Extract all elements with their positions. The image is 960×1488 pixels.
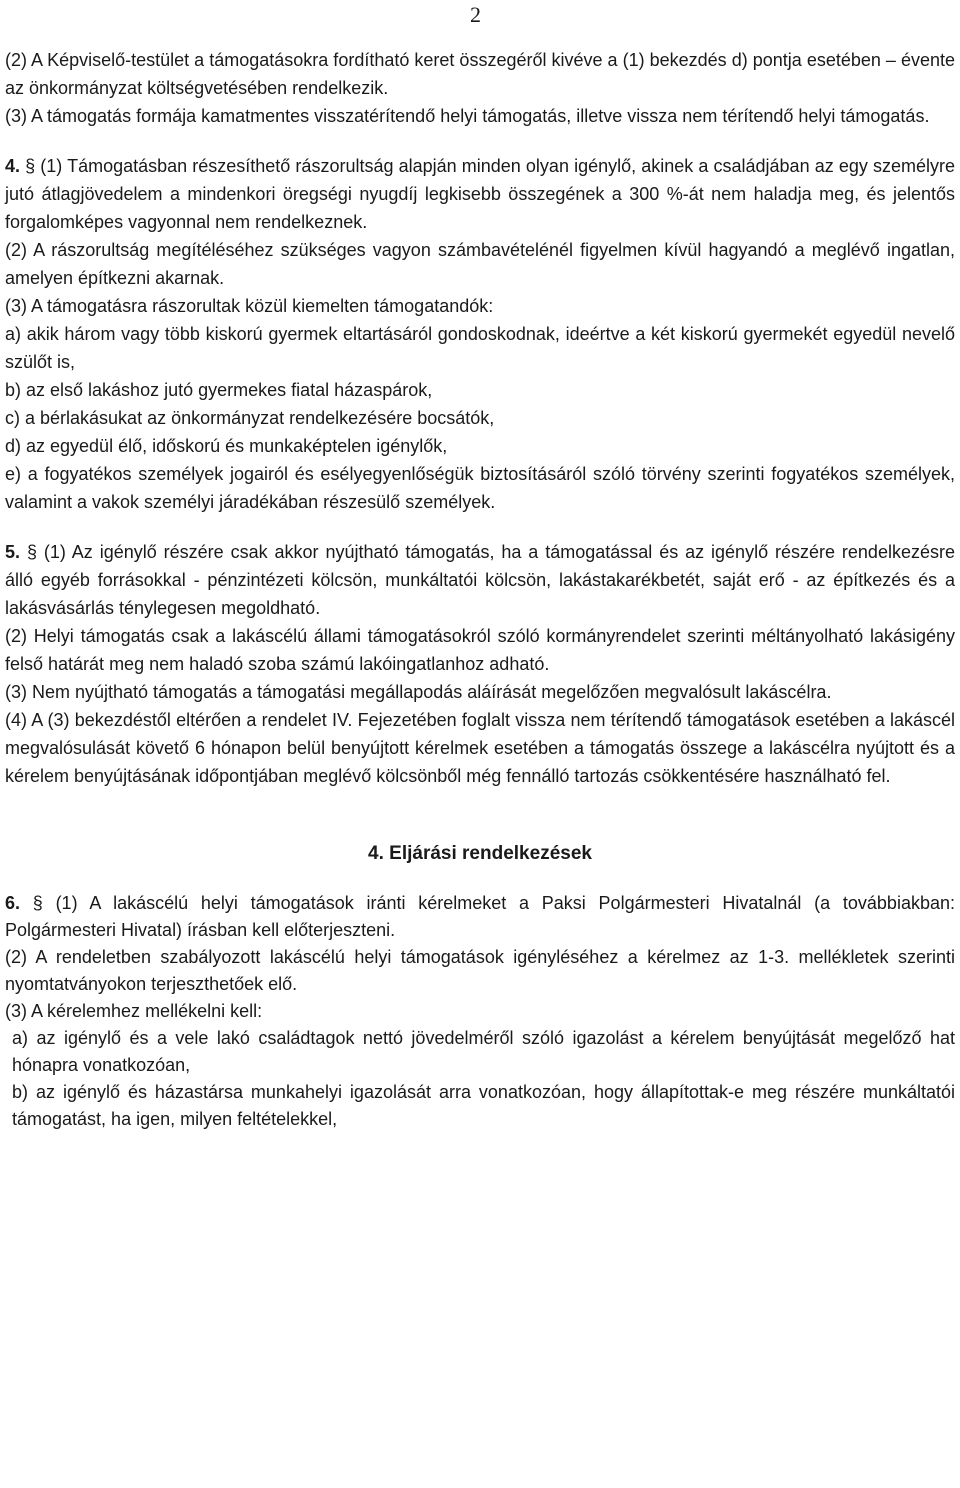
section-6-item-b: b) az igénylő és házastársa munkahelyi igazolását arra vonatkozóan, hogy állapítottak-e meg részére munkáltatói támogatást, ha igen, milyen feltételekkel,	[12, 1082, 955, 1129]
section-5-paragraph-2: (2) Helyi támogatás csak a lakáscélú állami támogatásokról szóló kormányrendelet szerinti méltányolható lakásigény felső határát meg nem haladó szoba számú lakóingatlanhoz adható.	[5, 626, 955, 674]
section-6-number: 6.	[5, 893, 21, 913]
section-6-paragraph-1	[5, 890, 955, 944]
section-4-paragraph-2: (2) A rászorultság megítéléséhez szükséges vagyon számbavételénél figyelmen kívül hagyandó a meglévő ingatlan, amelyen építkezni akarnak.	[5, 240, 955, 288]
section-3-paragraph-3: (3) A támogatás formája kamatmentes visszatérítendő helyi támogatás, illetve vissza nem térítendő helyi támogatás.	[5, 106, 930, 126]
section-6-item-a: a) az igénylő és a vele lakó családtagok nettó jövedelméről szóló igazolást a kérelem benyújtását megelőző hat hónapra vonatkozóan,	[12, 1028, 955, 1075]
section-5-paragraph-4: (4) A (3) bekezdéstől eltérően a rendelet IV. Fejezetében foglalt vissza nem térítendő támogatások esetében a lakáscél megvalósulását követő 6 hónapon belül benyújtott kérelmek esetében a támogatás összege a lakáscélra nyújtott és a kérelem benyújtásának időpontjában meglévő kölcsönből még fennálló tartozás csökkentésére használható fel.	[5, 710, 955, 786]
section-6-paragraph-3: (3) A kérelemhez mellékelni kell:	[5, 1001, 263, 1021]
chapter-4-heading: 4. Eljárási rendelkezések	[368, 843, 592, 864]
section-6-symbol: §	[32, 893, 43, 913]
section-5-number: 5.	[5, 542, 21, 562]
section-4-item-d: d) az egyedül élő, időskorú és munkaképtelen igénylők,	[5, 436, 448, 456]
section-4-item-e: e) a fogyatékos személyek jogairól és esélyegyenlőségük biztosításáról szóló törvény szerinti fogyatékos személyek, valamint a vakok személyi járadékában részesülő személyek.	[5, 464, 955, 512]
section-4-number: 4.	[5, 156, 21, 176]
section-5-paragraph-3: (3) Nem nyújtható támogatás a támogatási megállapodás aláírását megelőzően megvalósult lakáscélra.	[5, 682, 832, 702]
section-5-paragraph-1-text: (1) Az igénylő részére csak akkor nyújtható támogatás, ha a támogatással és az igénylő részére rendelkezésre álló egyéb forrásokkal - pénzintézeti kölcsön, munkáltatói kölcsön, lakástakarékbetét, saját erő - az építkezés és a lakásvásárlás ténylegesen megoldható.	[5, 542, 955, 618]
section-4-paragraph-1-text: (1) Támogatásban részesíthető rászorultság alapján minden olyan igénylő, akinek a családjában az egy személyre jutó átlagjövedelem a mindenkori öregségi nyugdíj legkisebb összegének a 300 %-át nem haladja meg, és jelentős forgalomképes vagyonnal nem rendelkeznek.	[5, 156, 955, 232]
section-4-paragraph-1	[5, 152, 955, 236]
section-4-symbol: §	[25, 156, 36, 176]
section-4-item-a: a) akik három vagy több kiskorú gyermek eltartásáról gondoskodnak, ideértve a két kiskorú gyermekét egyedül nevelő szülőt is,	[5, 324, 955, 372]
section-5-paragraph-1	[5, 538, 955, 622]
section-5-symbol: §	[26, 542, 37, 562]
page-number: 2	[470, 2, 481, 27]
section-4-item-c: c) a bérlakásukat az önkormányzat rendelkezésére bocsátók,	[5, 408, 495, 428]
section-6-paragraph-2: (2) A rendeletben szabályozott lakáscélú helyi támogatások igényléséhez a kérelmez az 1-3. mellékletek szerinti nyomtatványokon terjeszthetőek elő.	[5, 947, 955, 994]
document-body	[5, 46, 955, 1133]
section-4-item-b: b) az első lakáshoz jutó gyermekes fiatal házaspárok,	[5, 380, 433, 400]
section-6-paragraph-1-text: (1) A lakáscélú helyi támogatások iránti kérelmeket a Paksi Polgármesteri Hivatalnál (a továbbiakban: Polgármesteri Hivatal) írásban kell előterjeszteni.	[5, 893, 955, 940]
section-3-paragraph-2: (2) A Képviselő-testület a támogatásokra fordítható keret összegéről kivéve a (1) bekezdés d) pontja esetében – évente az önkormányzat költségvetésében rendelkezik.	[5, 50, 955, 98]
section-4-paragraph-3: (3) A támogatásra rászorultak közül kiemelten támogatandók:	[5, 296, 494, 316]
